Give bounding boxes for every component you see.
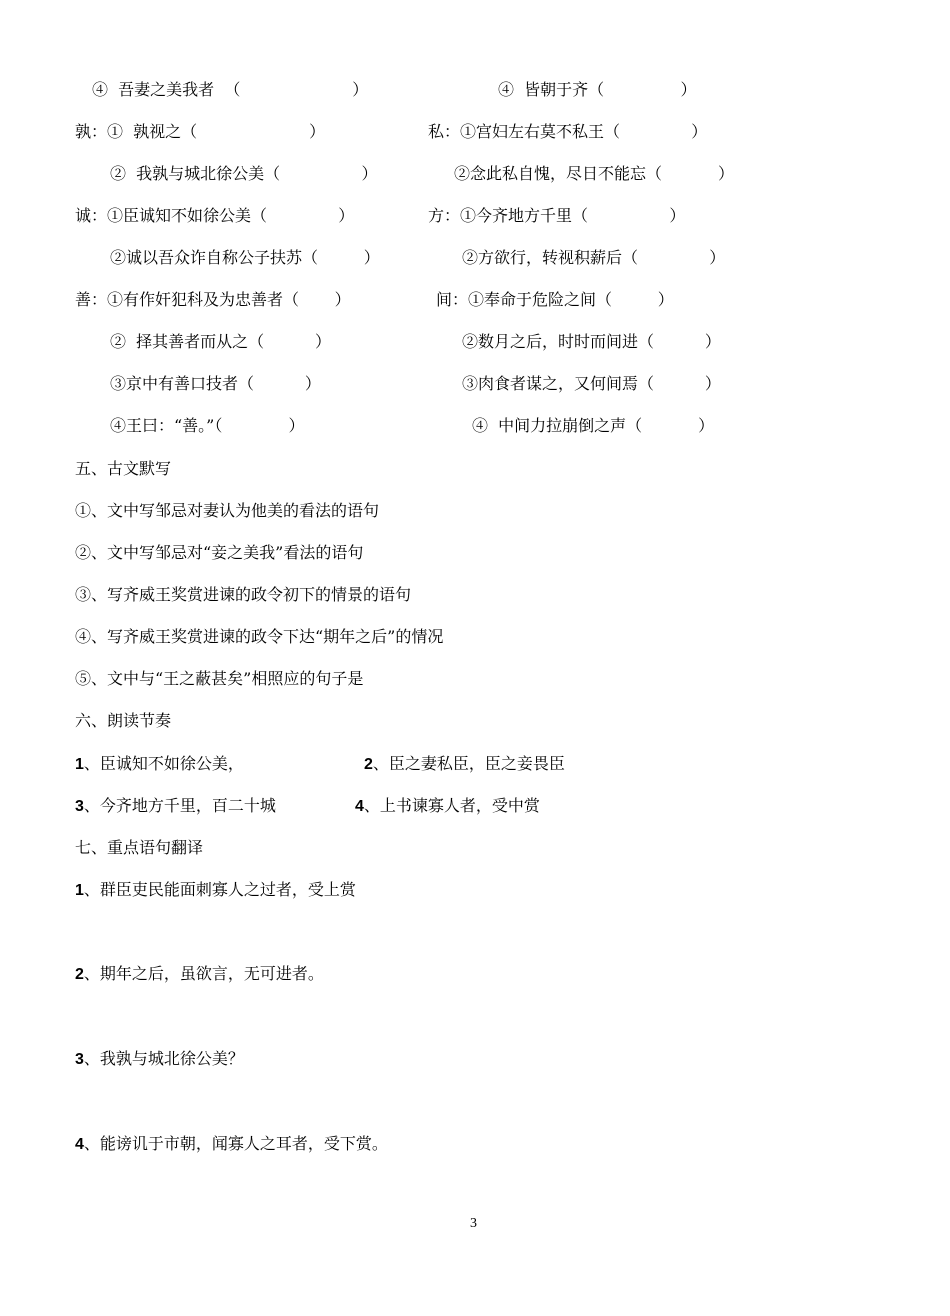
vocab-row-8-left: ③京中有善口技者（ ） (110, 374, 321, 393)
item-text: 、今齐地方千里，百二十城 (83, 796, 276, 815)
section5-title: 五、古文默写 (75, 459, 172, 478)
vocab-row-2-right: 私：①宫妇左右莫不私王（ ） (428, 122, 708, 141)
vocab-row-1-right: ④ 皆朝于齐（ ） (498, 80, 697, 99)
vocab-row-4-left: 诚：①臣诚知不如徐公美（ ） (75, 206, 355, 225)
section6-item-1 (75, 754, 244, 775)
vocab-row-3-right: ②念此私自愧，尽日不能忘（ ） (454, 164, 734, 183)
vocab-row-9-left: ④王曰：“善。”（ ） (110, 416, 305, 435)
item-number: 1 (75, 756, 84, 773)
vocab-row-3-left: ② 我孰与城北徐公美（ ） (110, 164, 378, 183)
page-number: 3 (470, 1216, 477, 1231)
item-number: 3 (75, 1051, 84, 1068)
section7-item-4 (75, 1134, 388, 1155)
item-text: 、能谤讥于市朝，闻寡人之耳者，受下赏。 (83, 1134, 388, 1153)
section5-item-5: ⑤、文中与“王之蔽甚矣”相照应的句子是 (75, 669, 364, 688)
item-number: 4 (355, 798, 364, 815)
vocab-row-2-left: 孰：① 孰视之（ ） (75, 122, 326, 141)
item-text: 、群臣吏民能面刺寡人之过者，受上赏 (83, 880, 356, 899)
section6-item-2 (364, 754, 565, 775)
vocab-row-6-left: 善：①有作奸犯科及为忠善者（ ） (75, 290, 351, 309)
vocab-row-5-right: ②方欲行，转视积薪后（ ） (462, 248, 726, 267)
vocab-row-6-right: 间：①奉命于危险之间（ ） (436, 290, 674, 309)
section6-title: 六、朗读节奏 (75, 711, 172, 730)
vocab-row-7-right: ②数月之后，时时而间进（ ） (462, 332, 721, 351)
item-number: 4 (75, 1136, 84, 1153)
item-number: 2 (75, 966, 84, 983)
vocab-row-5-left: ②诚以吾众诈自称公子扶苏（ ） (110, 248, 380, 267)
item-text: 、臣诚知不如徐公美， (83, 754, 244, 773)
section5-item-4: ④、写齐威王奖赏进谏的政令下达“期年之后”的情况 (75, 627, 444, 646)
section7-item-2 (75, 964, 324, 985)
section5-item-3: ③、写齐威王奖赏进谏的政令初下的情景的语句 (75, 585, 412, 604)
item-text: 、臣之妻私臣，臣之妾畏臣 (372, 754, 565, 773)
item-number: 3 (75, 798, 84, 815)
section5-item-1: ①、文中写邹忌对妻认为他美的看法的语句 (75, 501, 380, 520)
item-text: 、上书谏寡人者，受中赏 (363, 796, 540, 815)
section7-item-1 (75, 880, 356, 901)
item-number: 2 (364, 756, 373, 773)
section7-item-3 (75, 1049, 244, 1070)
item-text: 、我孰与城北徐公美？ (83, 1049, 244, 1068)
section5-item-2: ②、文中写邹忌对“妾之美我”看法的语句 (75, 543, 364, 562)
vocab-row-7-left: ② 择其善者而从之（ ） (110, 332, 332, 351)
section6-item-3 (75, 796, 276, 817)
vocab-row-8-right: ③肉食者谋之，又何间焉（ ） (462, 374, 721, 393)
section6-item-4 (355, 796, 540, 817)
item-text: 、期年之后，虽欲言，无可进者。 (83, 964, 324, 983)
vocab-row-1-left: ④ 吾妻之美我者 （ ） (92, 80, 369, 99)
vocab-row-4-right: 方：①今齐地方千里（ ） (428, 206, 686, 225)
section7-title: 七、重点语句翻译 (75, 838, 204, 857)
vocab-row-9-right: ④ 中间力拉崩倒之声（ ） (472, 416, 715, 435)
item-number: 1 (75, 882, 84, 899)
